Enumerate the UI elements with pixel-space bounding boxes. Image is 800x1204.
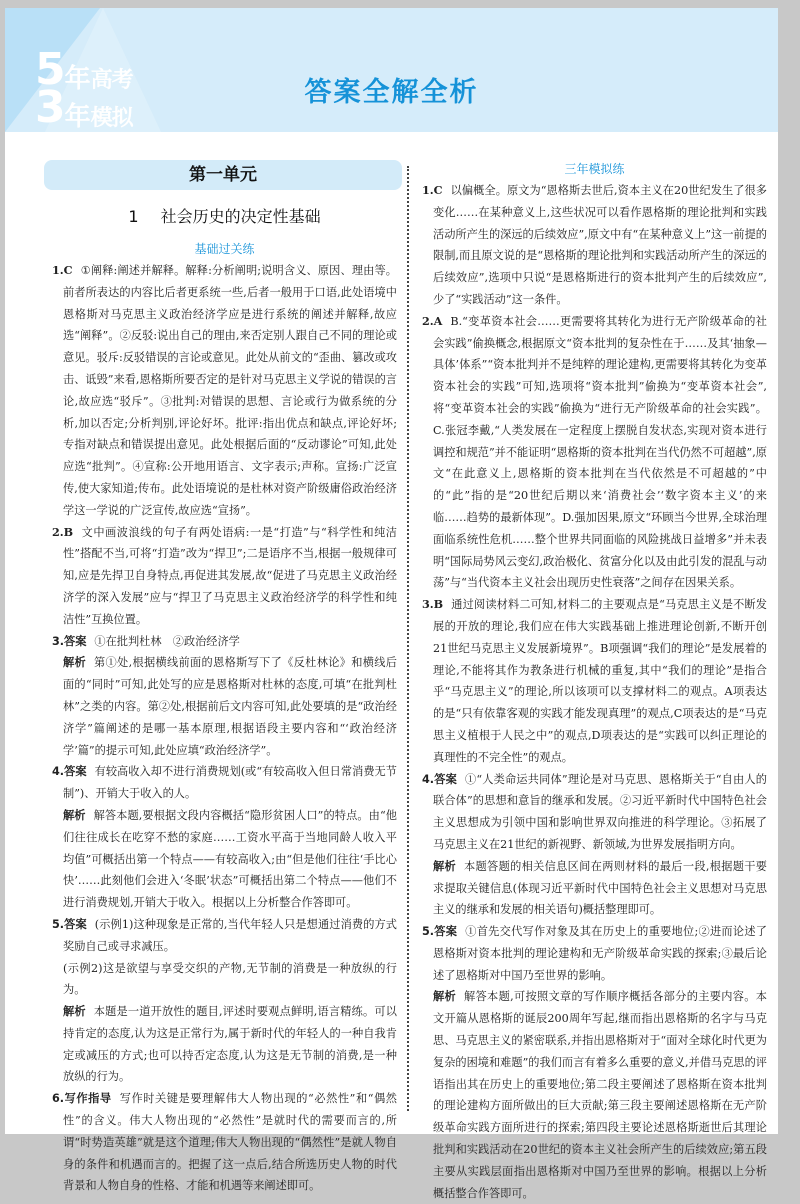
answer-text: 有较高收入却不进行消费规划(或“有较高收入但日常消费无节制”)、开销大于收入的人。 (63, 765, 397, 801)
section-title-basic: 基础过关练 (194, 242, 255, 256)
answer-label: 5.答案 (52, 917, 87, 931)
answer-text: ①首先交代写作对象及其在历史上的重要地位;②进而论述了恩格斯对资本批判的理论建构和无产阶级革命实践的探索;③最后论述了恩格斯对中国乃至世界的影响。 (433, 925, 767, 982)
answer-item (422, 311, 767, 594)
logo-number-3: 3 (35, 82, 64, 133)
analysis-text: 解答本题,可按照文章的写作顺序概括各部分的主要内容。本文开篇从恩格斯的诞辰200周年写起,继而指出恩格斯的名字与马克思、马克思主义的紧密联系,并指出恩格斯对于“面对全球化时代更为复杂的困境和难题”的我们而言有着多么重要的意义,并借马克思的评语指出其在历史上的重要地位;第二段主要阐述了恩格斯在资本批判的理论建构方面所做出的巨大贡献;第三段主要阐述恩格斯在无产阶级革命实践方面所进行的探索;第四段主要论述恩格斯逝世后其理论批判和实践活动在20世纪的资本主义社会所产生的后续效应;第五段主要从实践层面指出恩格斯对中国乃至世界的影响。根据以上分析概括整合作答即可。 (433, 990, 767, 1200)
answer-item (52, 260, 397, 522)
analysis-label: 解析 (63, 808, 86, 822)
answer-label: 4.答案 (52, 765, 87, 779)
logo-word-nian-2: 年 (64, 102, 90, 132)
answer-item (52, 914, 397, 958)
answer-label: 1.C (52, 263, 73, 277)
answer-text: B.“变革资本社会……更需要将其转化为进行无产阶级革命的社会实践”偷换概念,根据原文“资本批判的复杂性在于……及其‘抽象—具体’体系”“资本批判并不是纯粹的理论建构,更需要将其转化为变革资本社会的实践”可知,选项将“资本批判”偷换为“变革资本社会”,将“变革资本社会的实践”偷换为“进行无产阶级革命的社会实践”。C.张冠李戴,“人类发展在一定程度上摆脱自发状态,实现对资本进行调控和规范”并不能证明“恩格斯的资本批判在当代仍然不可超越”,原文“在此意义上,恩格斯的资本批判在当代依然是不可超越的”中的“此”指的是“20世纪后期以来‘消费社会’‘数字资本主义’的来临……趋势的最新体现”。D.强加因果,原文“环顾当今世界,全球治理面临系统性危机……整个世界共同面临的风险挑战日益增多”并未表明“国际局势风云变幻,政治极化、贫富分化以及由此引发的混乱与动荡”与“当代资本主义社会出现历史性衰落”之间存在因果关系。 (433, 314, 767, 590)
column-divider (407, 166, 409, 1111)
page-title: 答案全解全析 (304, 77, 479, 108)
logo-word-gaokao: 高考 (90, 68, 133, 93)
lesson-number: 1 (128, 207, 139, 226)
analysis-text: 本题是一道开放性的题目,评述时要观点鲜明,语言精练。可以持肯定的态度,认为这是正常行为,属于新时代的年轻人的一种自我肯定或减压的方式;也可以持否定态度,认为这是无节制的消费,是一种放纵的行为。 (63, 1005, 397, 1084)
analysis-block (422, 856, 767, 921)
answer-label: 6.写作指导 (52, 1092, 112, 1106)
answer-text: 文中画波浪线的句子有两处语病:一是“打造”与“科学性和纯洁性”搭配不当,可将“打造”改为“捍卫”;二是语序不当,根据一般规律可知,应是先捍卫自身特点,再促进其发展,故“促进了马克思主义政治经济学的深入发展”应与“捍卫了马克思主义政治经济学的科学性和纯洁性”互换位置。 (63, 525, 397, 626)
lesson-title-text: 社会历史的决定性基础 (160, 207, 321, 226)
answer-item (52, 761, 397, 805)
answer-text: 写作时关键是要理解伟大人物出现的“必然性”和“偶然性”的含义。伟大人物出现的“必然性”是就时代的需要而言的,所谓“时势造英雄”就是这个道理;伟大人物出现的“偶然性”是就人物自身的条件和机遇而言的。把握了这一点后,结合所选历史人物的时代背景和人物自身的性格、才能和机遇等来阐述即可。 (63, 1092, 397, 1193)
logo-word-moni: 模拟 (90, 106, 133, 131)
answer-text: ①阐释:阐述并解释。解释:分析阐明;说明含义、原因、理由等。前者所表达的内容比后者更系统一些,后者一般用于口语,此处语境中恩格斯对马克思主义政治经济学应是进行系统的阐述并解释,故应选“阐释”。②反驳:说出自己的理由,来否定别人跟自己不同的理论或意见。驳斥:反驳错误的言论或意见。此处从前文的“歪曲、篡改或攻击、诋毁”来看,恩格斯所要否定的是针对马克思主义学说的错误的言论,故应选“驳斥”。③批判:对错误的思想、言论或行为做系统的分析,加以否定;分析判别,评论好坏。批评:指出优点和缺点,评论好坏;专指对缺点和错误提出意见。此处根据后面的“反动谬论”可知,此处应选“批判”。④宣称:公开地用语言、文字表示;声称。宣扬:广泛宣传,使大家知道;传布。此处语境说的是杜林对资产阶级庸俗政治经济学这一学说的广泛宣传,故应选“宣扬”。 (63, 264, 397, 517)
analysis-text: 第①处,根据横线前面的恩格斯写下了《反杜林论》和横线后面的“同时”可知,此处写的应是恩格斯对杜林的态度,可填“在批判杜林”之类的内容。第②处,根据前后文内容可知,此处要填的是“政治经济学”篇阐述的是哪一基本原理,根据语段主要内容和“‘政治经济学’篇”的提示可知,此处应填“政治经济学”。 (63, 656, 397, 757)
page (5, 8, 778, 1200)
lesson-title (52, 202, 397, 232)
answer-text: ①“人类命运共同体”理论是对马克思、恩格斯关于“自由人的联合体”的思想和意旨的继承和发展。②习近平新时代中国特色社会主义思想成为引领中国和影响世界双向推进的科学理论。③拓展了马克思主义在21世纪的新视野、新领域,为世界发展指明方向。 (433, 772, 767, 851)
answer-text: 以偏概全。原文为“恩格斯去世后,资本主义在20世纪发生了很多变化……在某种意义上,这些状况可以看作恩格斯的理论批判和实践活动所产生的深远的后续效应”,原文中有“在某种意义上”这一前提的限制,而且原文说的是“恩格斯的理论批判和实践活动所产生的深远的后续效应”,选项中只说“是恩格斯进行的资本批判产生的后续效应”,少了“实践活动”这一条件。 (433, 184, 767, 306)
answer-text: 通过阅读材料二可知,材料二的主要观点是“马克思主义是不断发展的开放的理论,我们应在伟大实践基础上推进理论创新,不断开创21世纪马克思主义发展新境界”。B项强调“我们的理论”是发展着的理论,不能将其作为教条进行机械的重复,其中“我们的理论”是指合乎“马克思主义”的理论,所以该项可以支撑材料二的观点。A项表达的是“只有依靠客观的实践才能发现真理”的观点,C项表达的是“马克思主义植根于人民之中”的观点,D项表达的是“实践可以纠正理论的真理性的不完全性”的观点。 (433, 598, 767, 764)
analysis-label: 解析 (63, 1005, 86, 1019)
analysis-label: 解析 (63, 656, 87, 670)
answer-label: 2.B (52, 524, 74, 539)
analysis-text: 本题答题的相关信息区间在两则材料的最后一段,根据题干要求提取关键信息(体现习近平新时代中国特色社会主义思想对马克思主义的继承和发展的相关语句)概括整理即可。 (433, 859, 767, 917)
answer-text: ①在批判杜林 ②政治经济学 (94, 634, 240, 648)
page-header (5, 8, 778, 132)
answer-label: 1.C (422, 183, 443, 197)
answer-item (422, 594, 767, 768)
answer-item (52, 631, 397, 653)
analysis-label: 解析 (433, 859, 457, 873)
answer-label: 4.答案 (422, 772, 457, 786)
answer-item (422, 180, 767, 311)
logo-word-nian: 年 (64, 64, 90, 94)
analysis-block (52, 805, 397, 914)
unit-title: 第一单元 (44, 160, 402, 190)
answer-item (52, 522, 397, 631)
answer-label: 5.答案 (422, 925, 458, 939)
analysis-block (422, 986, 767, 1204)
left-column (52, 158, 397, 1197)
section-title-mock: 三年模拟练 (564, 162, 625, 176)
logo-number-5: 5 (35, 44, 64, 95)
answer-text: (示例1)这种现象是正常的,当代年轻人只是想通过消费的方式奖励自己或寻求减压。 (63, 917, 397, 953)
analysis-block (52, 652, 397, 761)
answer-item (422, 921, 767, 986)
analysis-label: 解析 (433, 990, 457, 1004)
answer-item (422, 769, 767, 856)
right-column (422, 158, 767, 1204)
answer-label: 3.答案 (52, 634, 87, 648)
analysis-block (52, 1001, 397, 1088)
answer-extra: (示例2)这是欲望与享受交织的产物,无节制的消费是一种放纵的行为。 (63, 961, 397, 997)
answer-label: 3.B (422, 597, 444, 612)
answer-label: 2.A (422, 313, 443, 328)
answer-item (52, 1088, 397, 1197)
analysis-text: 解答本题,要根据文段内容概括“隐形贫困人口”的特点。由“他们往往成长在吃穿不愁的家庭……工资水平高于当地同龄人收入平均值”可概括出第一个特点——有较高收入;由“但是他们往往‘手比心快’……此刻他们会进入‘冬眠’状态”可概括出第二个特点——他们不进行消费规划,开销大于收入。根据以上分析整合作答即可。 (63, 808, 397, 910)
